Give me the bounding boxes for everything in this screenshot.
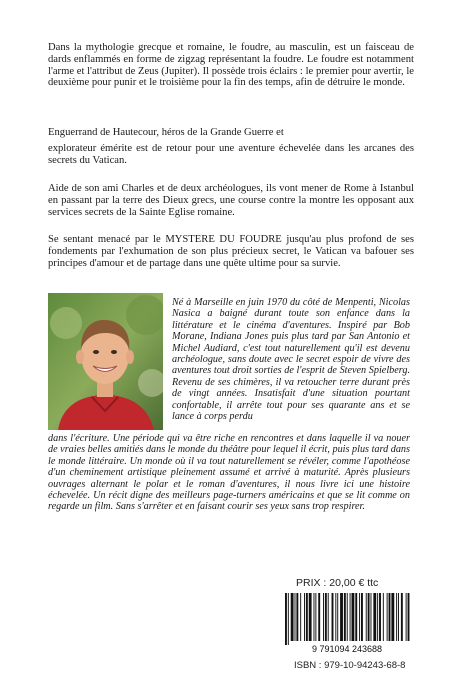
intro-paragraph: Dans la mythologie grecque et romaine, le foudre, au masculin, est un faisceau de dards enflammés en forme de zigzag représentant la foudre. Le foudre est notamment l'arme et l'attribut de Zeus (Jupiter). Il possède trois éclairs : le premier pour avertir, le deuxième pour punir et le troisième pour la fin des temps, afin de détruire le monde. [48, 42, 414, 89]
barcode-bar [325, 593, 327, 641]
isbn-barcode [277, 591, 417, 655]
author-bio-text: Né à Marseille en juin 1970 du côté de Menpenti, Nicolas Nasica a baigné durant toute son enfance dans la littérature et le cinéma d'aventures. Inspiré par Bob Morane, Indiana Jones puis plus tard par San Antonio et Michel Audiard, c'est tout naturellement qu'il est devenu archéologue, sans doute avec le secret espoir de vivre des aventures tout droit sorties de l'esprit de Steven Spielberg. Revenu de ses chimères, il va retoucher terre durant près de vingt années. Insatisfait d'une situation pourtant confortable, il arrête tout pour ses quarante ans et se lance à corps perdu [172, 297, 410, 423]
story-paragraph-4: Se sentant menacé par le MYSTERE DU FOUDRE jusqu'au plus profond de ses fondements par l'exhumation de son plus précieux secret, le Vatican va bafouer ses principes d'amour et de partage dans une quête ultime pour sa survie. [48, 234, 414, 269]
barcode-bar [379, 593, 381, 641]
barcode-bar [355, 593, 357, 641]
barcode-bar [398, 593, 399, 641]
barcode-bar [389, 593, 391, 641]
barcode-bar [315, 593, 316, 641]
barcode-digits: 9 791094 243688 [311, 644, 383, 654]
barcode-bar [350, 593, 351, 641]
barcode-bar [359, 593, 360, 641]
barcode-bar [383, 593, 384, 641]
barcode-bar [314, 593, 315, 641]
barcode-bar [371, 593, 372, 641]
barcode-bar [296, 593, 298, 641]
barcode-bar [332, 593, 334, 641]
barcode-bar [406, 593, 407, 641]
author-bio-text-continued: dans l'écriture. Une période qui va être riche en rencontres et dans laquelle il va nouer de vraies belles amitiés dans le monde du théâtre pour lequel il écrit, puis plus tard dans le monde littéraire. Un monde où il va tout naturellement se révéler, comme l'apothéose d'un cheminement artistique pleinement assumé et arrivé à maturité. Après plusieurs ouvrages alternant le polar et le roman d'aventures, il nous livre ici une histoire échevelée. Un récit digne des meilleurs page-turners américains et que se lit comme on regarde un film. Sans s'arrêter et en faisant courir ses yeux sans trop respirer. [48, 433, 410, 513]
barcode-bar [309, 593, 312, 641]
barcode-bar [391, 593, 394, 641]
barcode-bar [323, 593, 324, 641]
barcode-bar [377, 593, 378, 641]
barcode-bar [368, 593, 370, 641]
barcode-bar [408, 593, 410, 641]
barcode-bar [328, 593, 329, 641]
barcode-bar [366, 593, 367, 641]
barcode-bar [288, 593, 289, 645]
story-paragraph-2: explorateur émérite est de retour pour une aventure échevelée dans les arcanes des secrets du Vatican. [48, 143, 414, 166]
barcode-bar [387, 593, 388, 641]
barcode-bar [344, 593, 346, 641]
barcode-bar [396, 593, 397, 641]
barcode-bar [291, 593, 294, 641]
barcode-bar [361, 593, 363, 641]
price-label: PRIX : 20,00 € ttc [296, 577, 379, 589]
barcode-bar [340, 593, 343, 641]
barcode-bar [401, 593, 403, 641]
barcode-bar [337, 593, 338, 641]
barcode-bar [295, 593, 296, 641]
barcode-bar [335, 593, 336, 641]
story-paragraph-3: Aide de son ami Charles et de deux archéologues, ils vont mener de Rome à Istanbul en passant par la terre des Dieux grecs, une course contre la montre les opposant aux services secrets de la Sainte Eglise romaine. [48, 183, 414, 218]
story-paragraph-1: Enguerrand de Hautecour, héros de la Grande Guerre et [48, 127, 284, 138]
barcode-bar [304, 593, 305, 641]
barcode-bar [347, 593, 348, 641]
barcode-bar [306, 593, 308, 641]
isbn-text: ISBN : 979-10-94243-68-8 [294, 660, 406, 671]
author-photo [48, 293, 163, 430]
barcode-bar [352, 593, 355, 641]
barcode-bar [373, 593, 376, 641]
barcode-bar [300, 593, 301, 641]
barcode-bar [318, 593, 320, 641]
barcode-bar [285, 593, 287, 645]
